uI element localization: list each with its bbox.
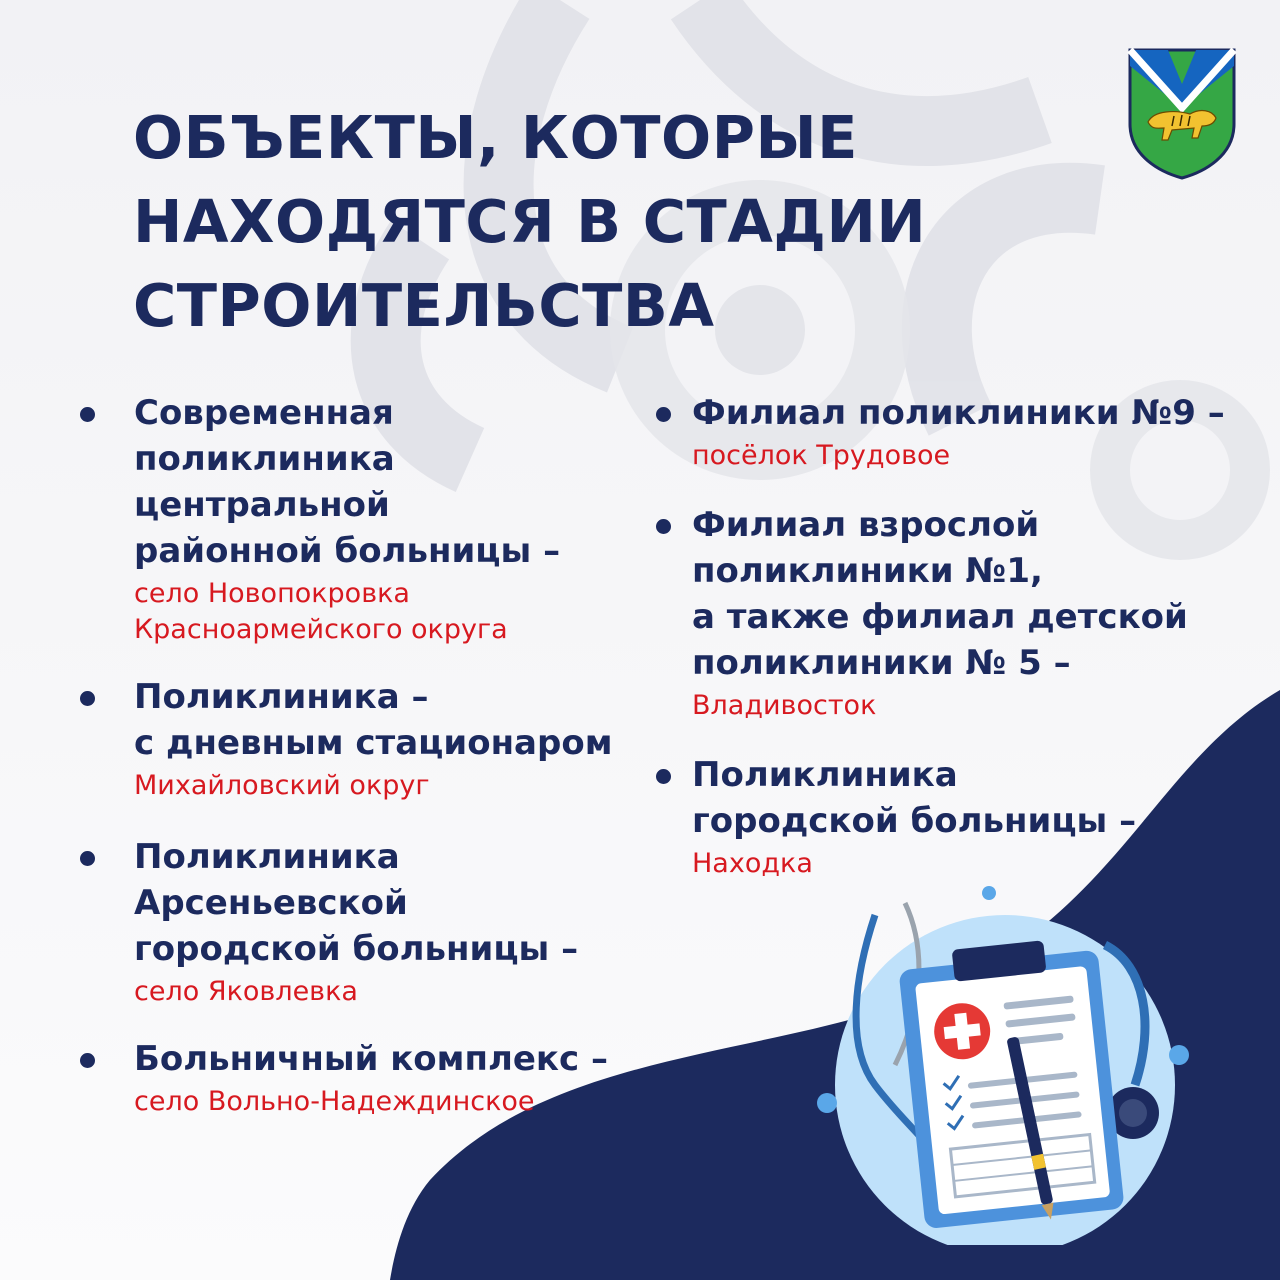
- bullet-dot: [80, 691, 95, 706]
- object-location: Находка: [692, 848, 813, 879]
- object-name: Современная поликлиника центральной районной больницы –: [134, 393, 561, 571]
- left-object-list: [80, 390, 640, 1146]
- object-location: посёлок Трудовое: [692, 440, 951, 471]
- object-name: Больничный комплекс –: [134, 1039, 608, 1079]
- list-item: [652, 502, 1252, 724]
- page-title: [133, 96, 1033, 348]
- list-item: [80, 834, 640, 1010]
- object-name: Поликлиника городской больницы –: [692, 755, 1137, 841]
- object-name: Поликлиника Арсеньевской городской больницы –: [134, 837, 579, 969]
- list-item: [652, 390, 1252, 474]
- bullet-dot: [656, 519, 671, 534]
- object-location: село Яковлевка: [134, 976, 358, 1007]
- list-item: [80, 1036, 640, 1120]
- title-line: ОБЪЕКТЫ, КОТОРЫЕ: [133, 103, 858, 172]
- object-location: село Новопокровка Красноармейского округа: [134, 578, 508, 645]
- bullet-dot: [656, 407, 671, 422]
- object-name: Филиал взрослой поликлиники №1, а также филиал детской поликлиники № 5 –: [692, 505, 1188, 683]
- title-line: НАХОДЯТСЯ В СТАДИИ: [133, 187, 927, 256]
- object-name: Филиал поликлиники №9 –: [692, 393, 1225, 433]
- bullet-dot: [80, 851, 95, 866]
- object-location: Михайловский округ: [134, 770, 430, 801]
- object-location: Владивосток: [692, 690, 877, 721]
- right-object-list: [652, 390, 1252, 910]
- primorsky-krai-crest-icon: [1124, 44, 1240, 180]
- object-name: Поликлиника – с дневным стационаром: [134, 677, 613, 763]
- medical-clipboard-stethoscope-icon: [815, 885, 1195, 1245]
- list-item: [80, 674, 640, 804]
- title-line: СТРОИТЕЛЬСТВА: [133, 271, 715, 340]
- bullet-dot: [80, 1053, 95, 1068]
- bullet-dot: [656, 769, 671, 784]
- object-location: село Вольно-Надеждинское: [134, 1086, 535, 1117]
- list-item: [80, 390, 640, 648]
- bullet-dot: [80, 407, 95, 422]
- list-item: [652, 752, 1252, 882]
